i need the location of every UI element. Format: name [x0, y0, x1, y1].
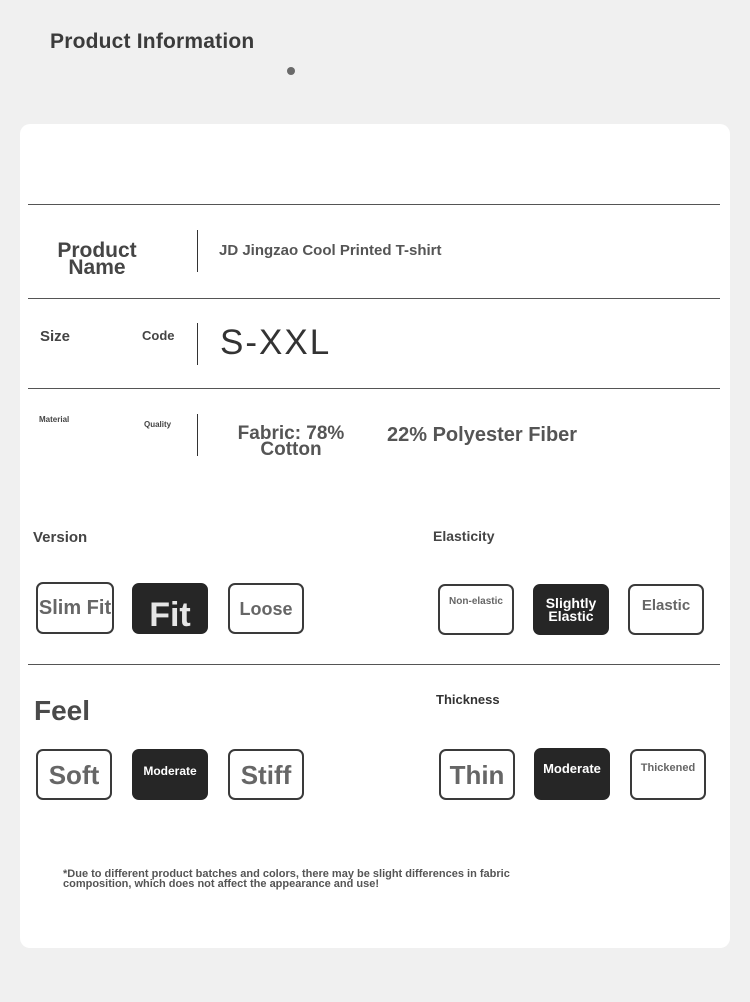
elasticity-option-elastic[interactable]: Elastic [628, 584, 704, 635]
divider-vertical-size [197, 323, 198, 365]
elasticity-option-slightly-elastic[interactable]: Slightly Elastic [533, 584, 609, 635]
size-code-label: Code [142, 328, 175, 343]
version-option-fit[interactable]: Fit [132, 583, 208, 634]
size-label: Size [40, 328, 71, 345]
divider-size-material [28, 388, 720, 389]
material-label: Material [39, 415, 70, 424]
divider-groups [28, 664, 720, 665]
thickness-option-thickened[interactable]: Thickened [630, 749, 706, 800]
thickness-option-thin[interactable]: Thin [439, 749, 515, 800]
version-option-loose[interactable]: Loose [228, 583, 304, 634]
version-label: Version [33, 529, 88, 546]
feel-option-moderate[interactable]: Moderate [132, 749, 208, 800]
version-option-slim-fit[interactable]: Slim Fit [36, 582, 114, 634]
divider-name-size [28, 298, 720, 299]
divider-vertical-material [197, 414, 198, 456]
feel-option-stiff[interactable]: Stiff [228, 749, 304, 800]
thickness-label: Thickness [436, 692, 500, 707]
elasticity-label: Elasticity [433, 528, 495, 544]
feel-option-soft[interactable]: Soft [36, 749, 112, 800]
feel-label: Feel [34, 695, 91, 726]
thickness-option-moderate[interactable]: Moderate [534, 748, 610, 800]
product-name-label: Product Name [57, 239, 137, 279]
disclaimer-note: *Due to different product batches and colors, there may be slight differences in fabric composition, which does not affect the appearance and use! [63, 868, 510, 890]
title-dot-decoration [287, 67, 295, 75]
product-name-value: JD Jingzao Cool Printed T-shirt [219, 242, 442, 259]
divider-top [28, 204, 720, 205]
size-value: S-XXL [220, 323, 332, 362]
elasticity-option-non-elastic[interactable]: Non-elastic [438, 584, 514, 635]
page-title: Product Information [50, 30, 255, 53]
material-quality-label: Quality [144, 420, 172, 429]
divider-vertical-name [197, 230, 198, 272]
material-value-cotton: Fabric: 78% Cotton [237, 423, 345, 460]
material-value-polyester: 22% Polyester Fiber [387, 424, 578, 446]
product-info-card [20, 124, 730, 948]
